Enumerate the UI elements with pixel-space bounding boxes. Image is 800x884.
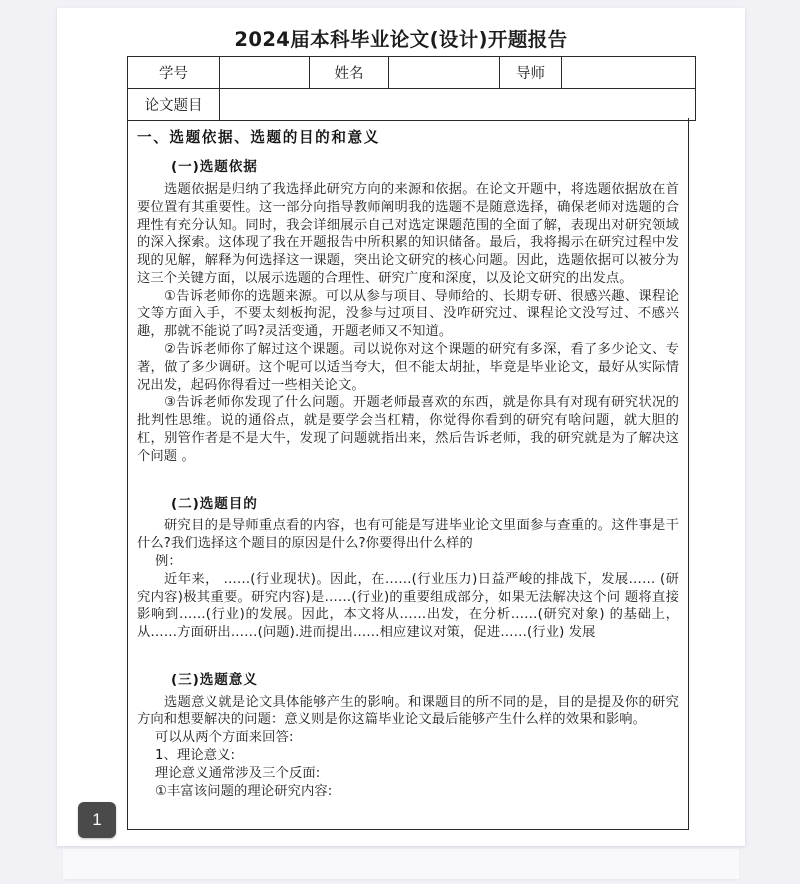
significance-line-2: 1、理论意义: xyxy=(155,747,236,763)
student-info-table xyxy=(127,56,696,121)
subsection-heading-2: (二)选题目的 xyxy=(171,495,258,512)
section-spacer xyxy=(137,642,679,672)
advisor-value[interactable] xyxy=(562,57,696,89)
student-id-label: 学号 xyxy=(128,57,220,89)
student-name-label: 姓名 xyxy=(310,57,389,89)
subsection-heading-3: (三)选题意义 xyxy=(171,671,258,688)
page-title: 2024届本科毕业论文(设计)开题报告 xyxy=(234,28,568,51)
section-spacer xyxy=(137,466,679,496)
significance-line-4: ①丰富该问题的理论研究内容: xyxy=(155,783,333,799)
significance-line-3: 理论意义通常涉及三个反面: xyxy=(155,765,321,781)
section-heading-1: 一、选题依据、选题的目的和意义 xyxy=(137,129,380,146)
paragraph-basis-intro: 选题依据是归纳了我选择此研究方向的来源和依据。在论文开题中，将选题依据放在首要位置有其重要性。这一部分向指导教师阐明我的选题不是随意选择，确保老师对选题的合理性有充分认知。同时，我会详细展示自己对选定课题范围的全面了解，表现出对研究领域的深入探索。这体现了我在开题报告中所积累的知识储备。最后，我将揭示在研究过程中发现的见解，解释为何选择这一课题，突出论文研究的核心问题。因此，选题依据可以被分为这三个关键方面，以展示选题的合理性、研究广度和深度，以及论文研究的出发点。 xyxy=(137,181,679,286)
paragraph-purpose-intro: 研究目的是导师重点看的内容，也有可能是写进毕业论文里面参与查重的。这件事是干什么?我们选择这个题目的原因是什么?你要得出什么样的 xyxy=(137,518,679,552)
subsection-heading-1: (一)选题依据 xyxy=(171,159,258,176)
paragraph-basis-point-1: ①告诉老师你的选题来源。可以从参与项目、导师给的、长期专研、很感兴趣、课程论文等方面入手，不要太刻板拘泥，没参与过项目、没咋研究过、课程论文没写过、不感兴趣，那就不能说了吗?灵活变通，开题老师又不知道。 xyxy=(137,288,679,340)
student-name-value[interactable] xyxy=(389,57,500,89)
significance-line-1: 可以从两个方面来回答: xyxy=(155,730,294,746)
table-row xyxy=(128,89,696,121)
thesis-title-label: 论文题目 xyxy=(128,89,220,121)
paragraph-purpose-example: 近年来， ……(行业现状)。因此，在……(行业压力)日益严峻的排战下，发展…… (研究内容)极其重要。研究内容)是……(行业)的重要组成部分，如果无法解决这个问 题将直接影响到……(行业)的发展。因此，本文将从……出发，在分析……(研究对象) 的基础上，从……方面研出……(问题).进而提出……相应建议对策，促进……(行业) 发展 xyxy=(137,571,679,641)
student-id-value[interactable] xyxy=(220,57,310,89)
content-frame xyxy=(127,118,689,830)
paragraph-basis-point-3: ③告诉老师你发现了什么问题。开题老师最喜欢的东西，就是你具有对现有研究状况的批判性思维。说的通俗点，就是要学会当杠精，你觉得你看到的研究有啥问题，就大胆的杠，别管作者是不是大牛，发现了问题就指出来，然后告诉老师，我的研究就是为了解决这个问题 。 xyxy=(137,395,679,464)
advisor-label: 导师 xyxy=(500,57,562,89)
next-page-sheet xyxy=(63,849,739,879)
content-body xyxy=(128,118,688,800)
document-page[interactable] xyxy=(57,8,745,846)
example-label: 例： xyxy=(155,553,182,569)
paragraph-significance-intro: 选题意义就是论文具体能够产生的影响。和课题目的所不同的是，目的是提及你的研究方向和想要解决的问题：意义则是你这篇毕业论文最后能够产生什么样的效果和影响。 xyxy=(137,694,679,728)
paragraph-basis-point-2: ②告诉老师你了解过这个课题。司以说你对这个课题的研究有多深，看了多少论文、专著，做了多少调研。这个呢可以适当夸大，但不能太胡扯，毕竟是毕业论文，最好从实际情况出发，起码你得看过一些相关论文。 xyxy=(137,342,679,393)
table-row xyxy=(128,57,696,89)
page-number-badge: 1 xyxy=(78,802,116,838)
thesis-title-value[interactable] xyxy=(220,89,696,121)
